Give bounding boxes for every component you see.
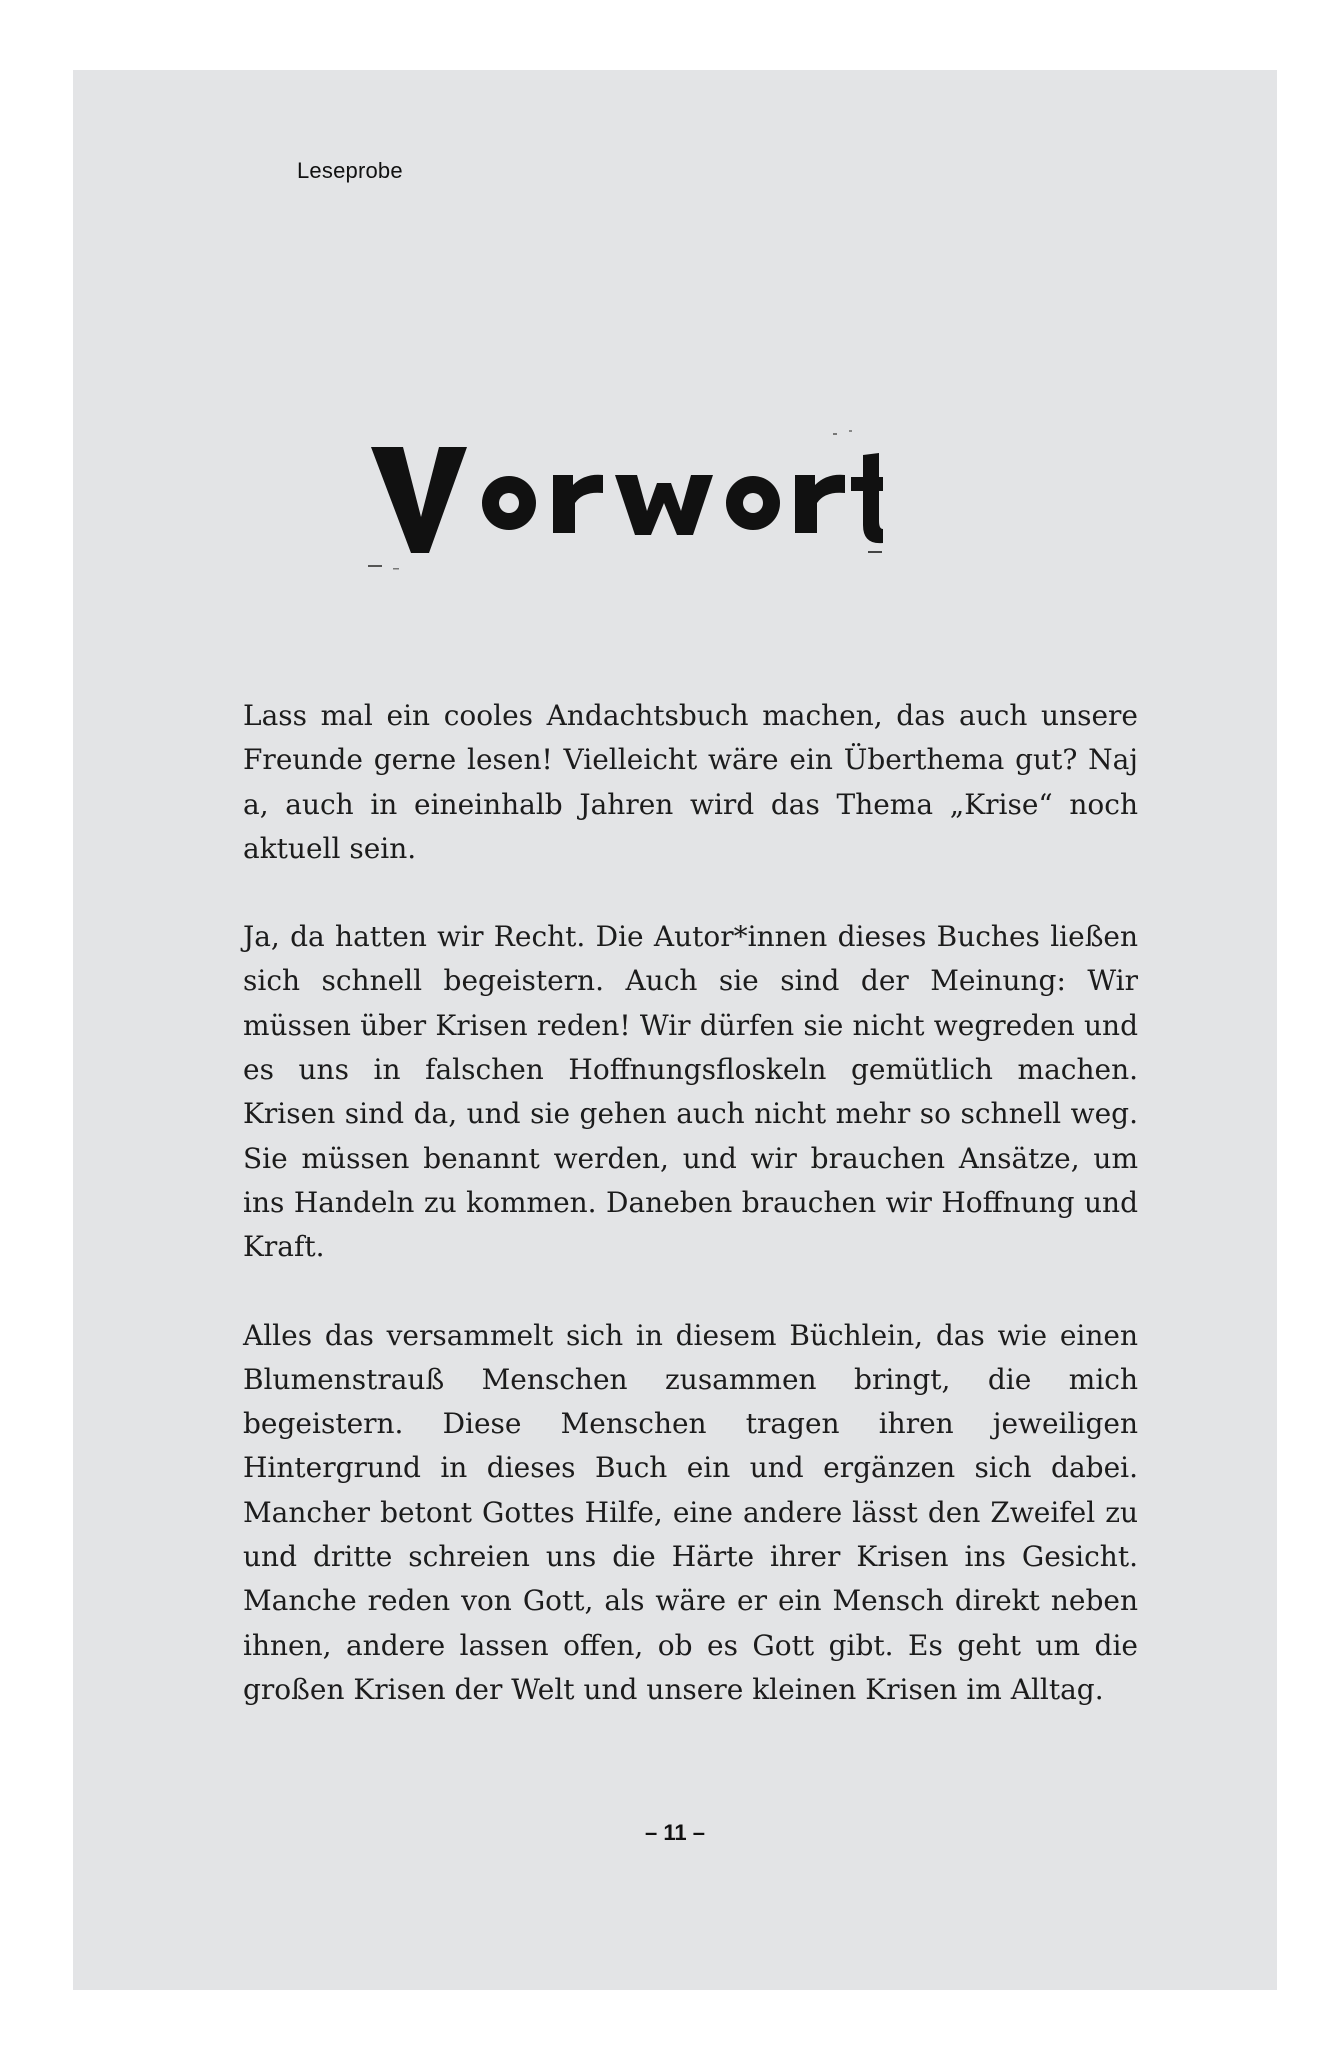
paragraph: Ja, da hatten wir Recht. Die Autor*innen dieses Buches ließen sich schnell begeistern. Auch sie sind der Meinung: Wir müssen über Krisen reden! Wir dürfen sie nicht wegreden und es uns in falschen Hoffnungsfloskeln gemütlich machen. Krisen sind da, und sie gehen auch nicht mehr so schnell weg. Sie müssen benannt werden, und wir brauchen Ansätze, um ins Handeln zu kommen. Daneben brauchen wir Hoffnung und Kraft. xyxy=(243,920,1138,1264)
page-number: – 11 – xyxy=(645,1820,705,1845)
paragraph: Lass mal ein cooles Andachtsbuch machen, das auch unsere Freunde gerne lesen! Vielleicht wäre ein Überthema gut? Naj a, auch in eineinhalb Jahren wird das Thema „Krise“ noch aktuell sein. xyxy=(243,699,1138,865)
header-label: Leseprobe xyxy=(297,158,403,183)
book-page xyxy=(73,70,1277,1990)
chapter-title xyxy=(363,425,883,575)
chapter-title-lettering xyxy=(363,425,883,575)
paragraph: Alles das versammelt sich in diesem Büchlein, das wie einen Blumenstrauß Menschen zusammen bringt, die mich begeistern. Diese Menschen tragen ihren jeweiligen Hintergrund in dieses Buch ein und ergänzen sich dabei. Mancher betont Gottes Hilfe, eine andere lässt den Zweifel zu und dritte schreien uns die Härte ihrer Krisen ins Gesicht. Manche reden von Gott, als wäre er ein Mensch direkt neben ihnen, andere lassen offen, ob es Gott gibt. Es geht um die großen Krisen der Welt und unsere kleinen Krisen im Alltag. xyxy=(243,1318,1138,1706)
body-text xyxy=(243,694,1138,1712)
